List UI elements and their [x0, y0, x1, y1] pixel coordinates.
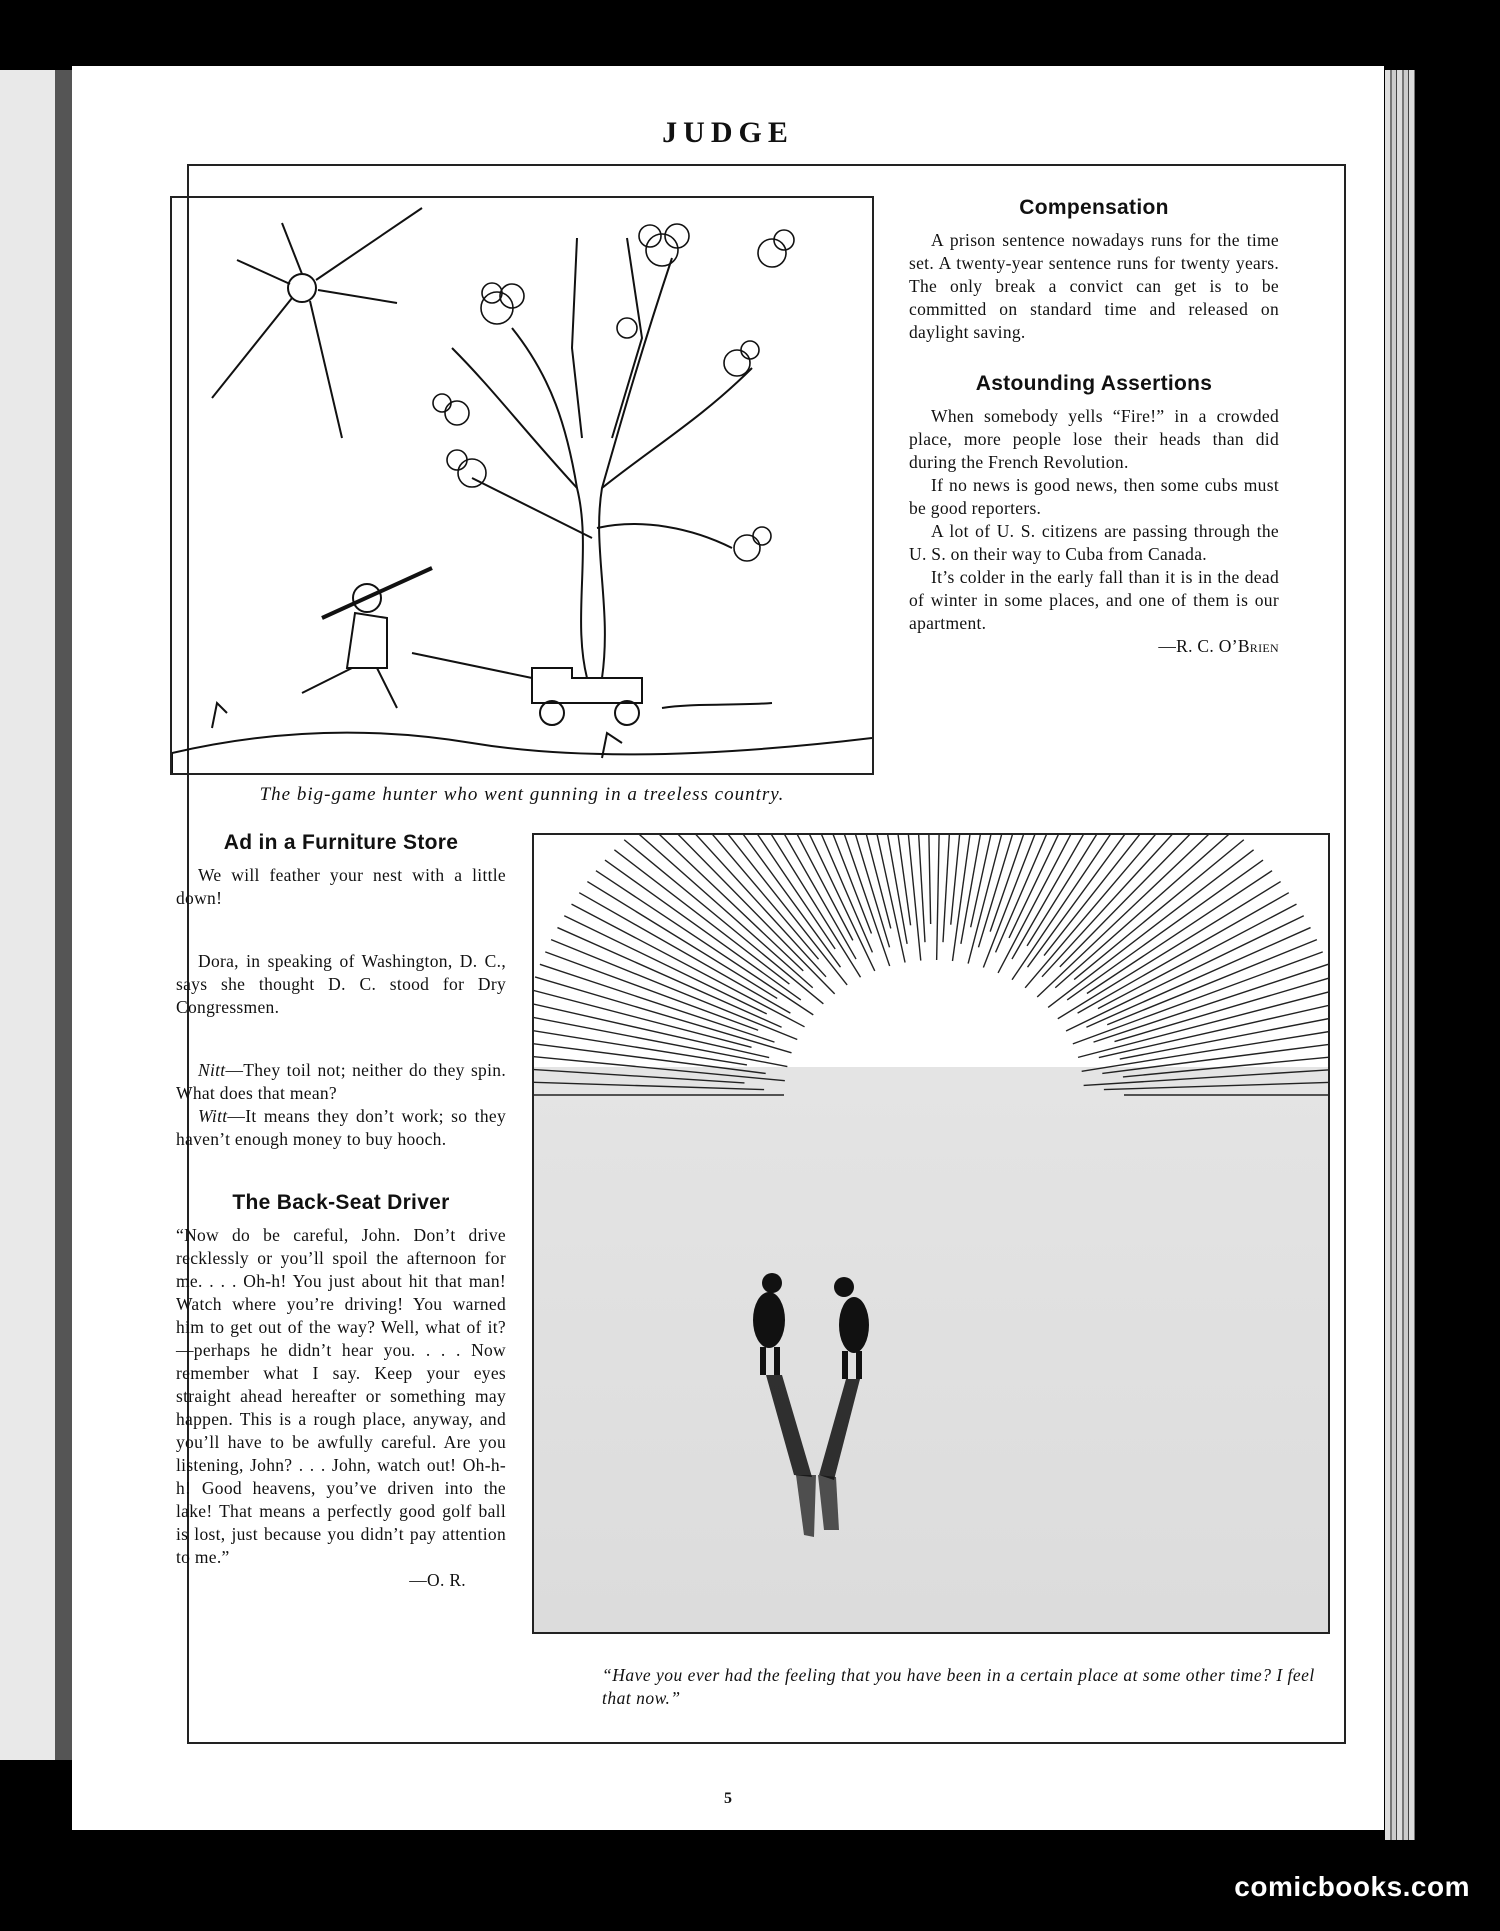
sun-ray: [1107, 940, 1317, 1025]
assertions-paragraph: If no news is good news, then some cubs must be good reporters.: [909, 475, 1279, 518]
furniture-text: We will feather your nest with a little down!: [176, 865, 506, 908]
sun-ray: [868, 835, 908, 944]
sun-ray: [540, 964, 775, 1042]
nitt-text: —They toil not; neither do they spin. What does that mean?: [176, 1060, 506, 1103]
sun-ray: [691, 835, 847, 985]
sun-ray: [1094, 964, 1328, 1042]
page-number: 5: [724, 1790, 732, 1807]
hunter-cartoon-caption: The big-game hunter who went gunning in a treeless country.: [259, 784, 785, 805]
watermark: comicbooks.com: [1234, 1871, 1470, 1902]
sunset-cartoon-caption: “Have you ever had the feeling that you have been in a certain place at some other time? I feel that now.”: [602, 1665, 1315, 1708]
sun-ray: [990, 835, 1058, 932]
masthead: JUDGE: [662, 116, 794, 149]
sun-ray: [1058, 882, 1281, 1019]
sun-ray: [534, 1068, 744, 1083]
sun-ray: [961, 835, 1001, 944]
sunset-cartoon-drawing: [534, 835, 1328, 1632]
sun-ray: [978, 835, 1043, 947]
sun-ray: [572, 904, 805, 1027]
assertions-paragraph: When somebody yells “Fire!” in a crowded place, more people lose their heads than did during the French Revolution.: [909, 406, 1279, 472]
dora-text: Dora, in speaking of Washington, D. C., says she thought D. C. stood for Dry Congressmen.: [176, 951, 506, 1017]
sun-ray: [579, 893, 790, 1013]
book-spine-shadow: [55, 70, 73, 1760]
sun-ray: [545, 952, 758, 1030]
assertions-heading: Astounding Assertions: [975, 372, 1213, 395]
witt-name: Witt: [198, 1106, 228, 1126]
sun-ray: [534, 1042, 766, 1074]
assertions-paragraph: It’s colder in the early fall than it is in the dead of winter in some places, and one of them is our apartment.: [909, 567, 1279, 633]
hunter-cartoon-drawing: [172, 198, 872, 773]
compensation-text: A prison sentence nowadays runs for the time set. A twenty-year sentence runs for twenty years. The only break a convict can get is to be committed on standard time and released on daylight saving.: [909, 230, 1279, 342]
sunset-cartoon: [532, 833, 1330, 1634]
compensation-heading: Compensation: [1019, 196, 1169, 219]
assertions-signature: —R. C. O’Brien: [1158, 636, 1279, 656]
backseat-text: “Now do be careful, John. Don’t drive recklessly or you’ll spoil the afternoon for me. . . . Oh-h! You just about hit that man! Watch where you’re driving! You warned him to get out of the way? Well, what of it?—perhaps he didn’t hear you. . . . Now remember what I say. Keep your eyes straight ahead hereafter or something may happen. This is a rough place, anyway, and you’ll have to be awfully careful. Are you listening, John? . . . John, watch out! Oh-h-h! Good heavens, you’ve driven into the lake! That means a perfectly good golf ball is lost, just because you didn’t pay attention to me.”: [176, 1225, 506, 1567]
sun-ray: [1074, 840, 1244, 980]
sun-ray: [1073, 952, 1323, 1044]
magazine-page: [72, 66, 1384, 1830]
witt-text: —It means they don’t work; so they haven’t enough money to buy hooch.: [176, 1106, 506, 1149]
nitt-name: Nitt: [198, 1060, 226, 1080]
sun-ray: [1060, 835, 1212, 967]
sun-ray: [551, 940, 797, 1040]
furniture-heading: Ad in a Furniture Store: [223, 831, 459, 854]
sun-ray: [824, 835, 889, 947]
hunter-cartoon: [170, 196, 874, 775]
page-edges: [1385, 70, 1415, 1840]
assertions-paragraph: A lot of U. S. citizens are passing through the U. S. on their way to Cuba from Canada.: [909, 521, 1279, 564]
sun-ray: [1042, 835, 1201, 977]
sun-ray: [534, 1082, 764, 1090]
sun-ray: [1066, 916, 1304, 1031]
backseat-heading: The Back-Seat Driver: [232, 1191, 450, 1214]
sun-ray: [927, 835, 931, 924]
sun-ray: [667, 835, 826, 977]
sun-ray: [1078, 893, 1289, 1013]
sun-ray: [1104, 1082, 1328, 1090]
witt-line: [176, 1105, 506, 1151]
backseat-signature: —O. R.: [409, 1570, 466, 1590]
left-column: [176, 831, 506, 1592]
sun-ray: [937, 835, 942, 960]
right-column: [909, 196, 1279, 658]
sun-ray: [679, 835, 819, 959]
nitt-line: [176, 1059, 506, 1105]
sun-ray: [645, 835, 803, 971]
